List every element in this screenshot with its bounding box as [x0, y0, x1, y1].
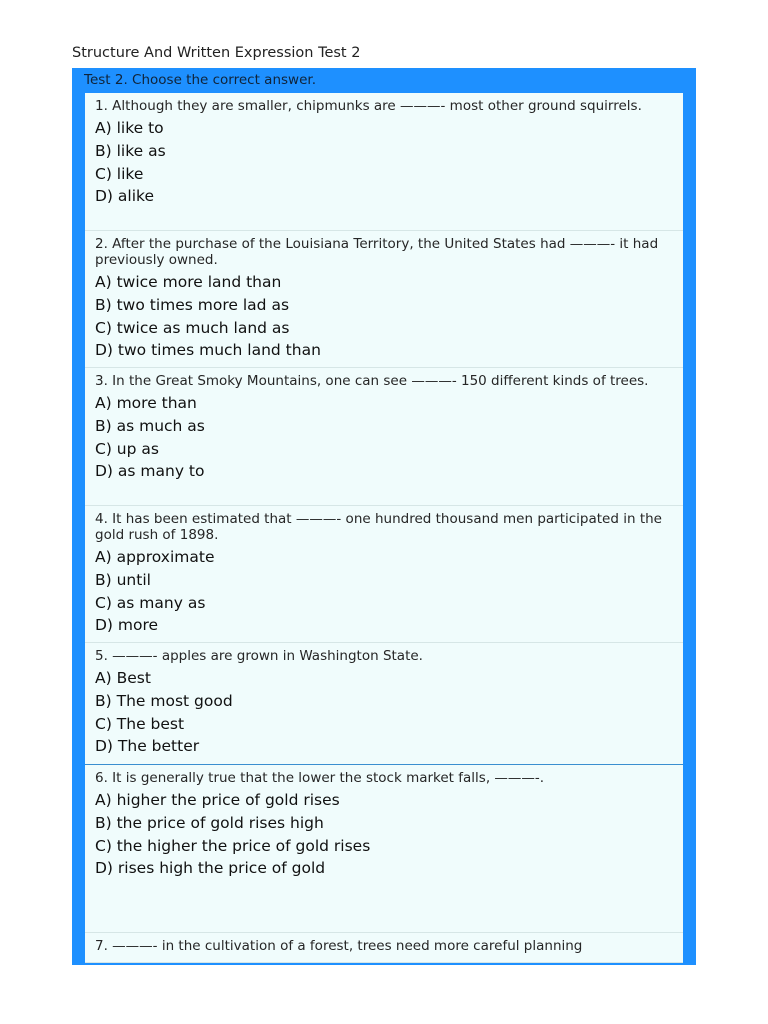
answer-option-d[interactable]: D) as many to: [95, 462, 205, 481]
answer-option-a[interactable]: A) approximate: [95, 548, 215, 566]
test-panel: [72, 68, 696, 965]
question-text: 3. In the Great Smoky Mountains, one can see ———- 150 different kinds of trees.: [95, 373, 649, 389]
question-text: 7. ———- in the cultivation of a forest, trees need more careful planning: [95, 938, 583, 954]
page-title: Structure And Written Expression Test 2: [72, 45, 361, 61]
answer-option-a[interactable]: A) like to: [95, 119, 164, 137]
answer-option-d[interactable]: D) The better: [95, 737, 200, 756]
question-6: [85, 765, 683, 933]
answer-option-a[interactable]: A) Best: [95, 669, 151, 687]
answer-option-c[interactable]: C) twice as much land as: [95, 318, 290, 337]
question-2: [85, 231, 683, 368]
answer-option-b[interactable]: B) the price of gold rises high: [95, 813, 324, 832]
answer-option-d[interactable]: D) more: [95, 616, 159, 635]
answer-option-b[interactable]: B) like as: [95, 141, 166, 160]
answer-option-c[interactable]: C) as many as: [95, 593, 206, 612]
answer-option-c[interactable]: C) like: [95, 164, 144, 183]
question-1: [85, 93, 683, 231]
question-3: [85, 368, 683, 506]
answer-option-c[interactable]: C) up as: [95, 439, 159, 458]
answer-option-a[interactable]: A) more than: [95, 394, 197, 412]
question-list: [85, 93, 683, 963]
answer-option-c[interactable]: C) the higher the price of gold rises: [95, 836, 371, 855]
answer-option-d[interactable]: D) two times much land than: [95, 341, 321, 360]
question-text: 2. After the purchase of the Louisiana Territory, the United States had ———- it had previously owned.: [95, 236, 659, 268]
answer-option-b[interactable]: B) two times more lad as: [95, 295, 290, 314]
answer-option-b[interactable]: B) The most good: [95, 691, 233, 710]
answer-option-b[interactable]: B) until: [95, 570, 151, 589]
answer-option-c[interactable]: C) The best: [95, 714, 185, 733]
question-text: 6. It is generally true that the lower the stock market falls, ———-.: [95, 770, 545, 786]
answer-option-a[interactable]: A) twice more land than: [95, 273, 282, 291]
question-5: [85, 643, 683, 765]
answer-option-b[interactable]: B) as much as: [95, 416, 205, 435]
answer-option-a[interactable]: A) higher the price of gold rises: [95, 791, 340, 809]
test-header: Test 2. Choose the correct answer.: [84, 72, 316, 88]
question-text: 1. Although they are smaller, chipmunks are ———- most other ground squirrels.: [95, 98, 642, 114]
answer-option-d[interactable]: D) alike: [95, 187, 154, 206]
question-4: [85, 506, 683, 643]
answer-option-d[interactable]: D) rises high the price of gold: [95, 859, 326, 878]
question-text: 5. ———- apples are grown in Washington State.: [95, 648, 423, 664]
question-7: [85, 933, 683, 963]
question-text: 4. It has been estimated that ———- one hundred thousand men participated in the gold rush of 1898.: [95, 511, 662, 543]
